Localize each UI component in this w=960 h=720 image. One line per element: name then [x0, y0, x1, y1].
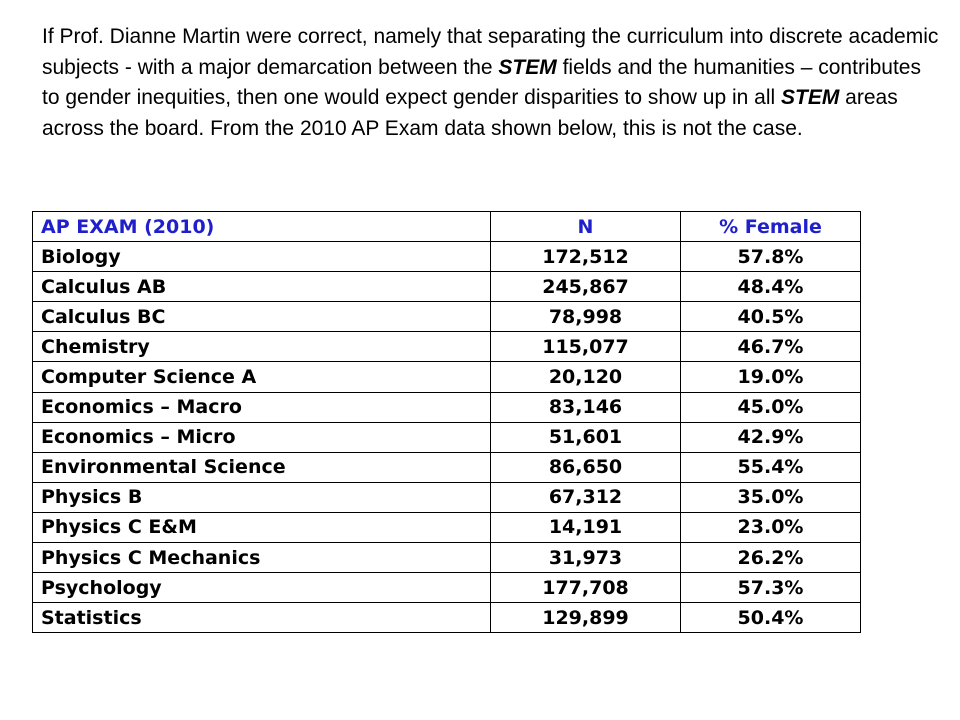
table-row — [33, 362, 861, 392]
cell-subject: Economics – Micro — [33, 422, 491, 452]
table-row — [33, 482, 861, 512]
cell-female: 55.4% — [681, 452, 861, 482]
cell-female: 35.0% — [681, 482, 861, 512]
cell-subject: Computer Science A — [33, 362, 491, 392]
table-row — [33, 392, 861, 422]
table-row — [33, 272, 861, 302]
intro-paragraph — [42, 22, 942, 144]
intro-text-1: If Prof. Dianne Martin were correct, namely that separating the curriculum into discrete academic subjects - with a major demarcation between the — [42, 25, 939, 79]
intro-stem-1: STEM — [498, 55, 557, 79]
cell-n: 172,512 — [491, 242, 681, 272]
table-row — [33, 512, 861, 542]
cell-n: 245,867 — [491, 272, 681, 302]
header-subject: AP EXAM (2010) — [33, 212, 491, 242]
header-female: % Female — [681, 212, 861, 242]
cell-subject: Environmental Science — [33, 452, 491, 482]
cell-n: 115,077 — [491, 332, 681, 362]
ap-exam-table — [32, 211, 861, 633]
intro-text-2: fields and the humanities – contributes to gender inequities, then one would expect gender disparities to show up in all — [42, 55, 921, 109]
table-row — [33, 452, 861, 482]
table-row — [33, 543, 861, 573]
cell-n: 14,191 — [491, 512, 681, 542]
cell-n: 78,998 — [491, 302, 681, 332]
cell-female: 19.0% — [681, 362, 861, 392]
intro-stem-2: STEM — [780, 86, 840, 109]
table-row — [33, 332, 861, 362]
table-row — [33, 573, 861, 603]
table-row — [33, 603, 861, 633]
cell-female: 48.4% — [681, 272, 861, 302]
cell-subject: Physics C E&M — [33, 512, 491, 542]
cell-subject: Psychology — [33, 573, 491, 603]
intro-text-3: areas across the board. From the 2010 AP Exam data shown below, this is not the case. — [42, 86, 898, 140]
cell-subject: Physics B — [33, 482, 491, 512]
table-row — [33, 422, 861, 452]
cell-female: 45.0% — [681, 392, 861, 422]
cell-n: 51,601 — [491, 422, 681, 452]
cell-n: 86,650 — [491, 452, 681, 482]
header-n: N — [491, 212, 681, 242]
cell-n: 67,312 — [491, 482, 681, 512]
cell-subject: Calculus AB — [33, 272, 491, 302]
cell-female: 46.7% — [681, 332, 861, 362]
table-row — [33, 302, 861, 332]
cell-n: 83,146 — [491, 392, 681, 422]
cell-subject: Economics – Macro — [33, 392, 491, 422]
cell-female: 57.8% — [681, 242, 861, 272]
cell-female: 23.0% — [681, 512, 861, 542]
cell-n: 31,973 — [491, 543, 681, 573]
cell-subject: Statistics — [33, 603, 491, 633]
cell-female: 57.3% — [681, 573, 861, 603]
table-row — [33, 242, 861, 272]
cell-female: 42.9% — [681, 422, 861, 452]
cell-n: 20,120 — [491, 362, 681, 392]
cell-subject: Biology — [33, 242, 491, 272]
cell-female: 40.5% — [681, 302, 861, 332]
cell-female: 26.2% — [681, 543, 861, 573]
table-header-row — [33, 212, 861, 242]
cell-subject: Calculus BC — [33, 302, 491, 332]
cell-subject: Chemistry — [33, 332, 491, 362]
cell-n: 177,708 — [491, 573, 681, 603]
cell-female: 50.4% — [681, 603, 861, 633]
cell-subject: Physics C Mechanics — [33, 543, 491, 573]
cell-n: 129,899 — [491, 603, 681, 633]
